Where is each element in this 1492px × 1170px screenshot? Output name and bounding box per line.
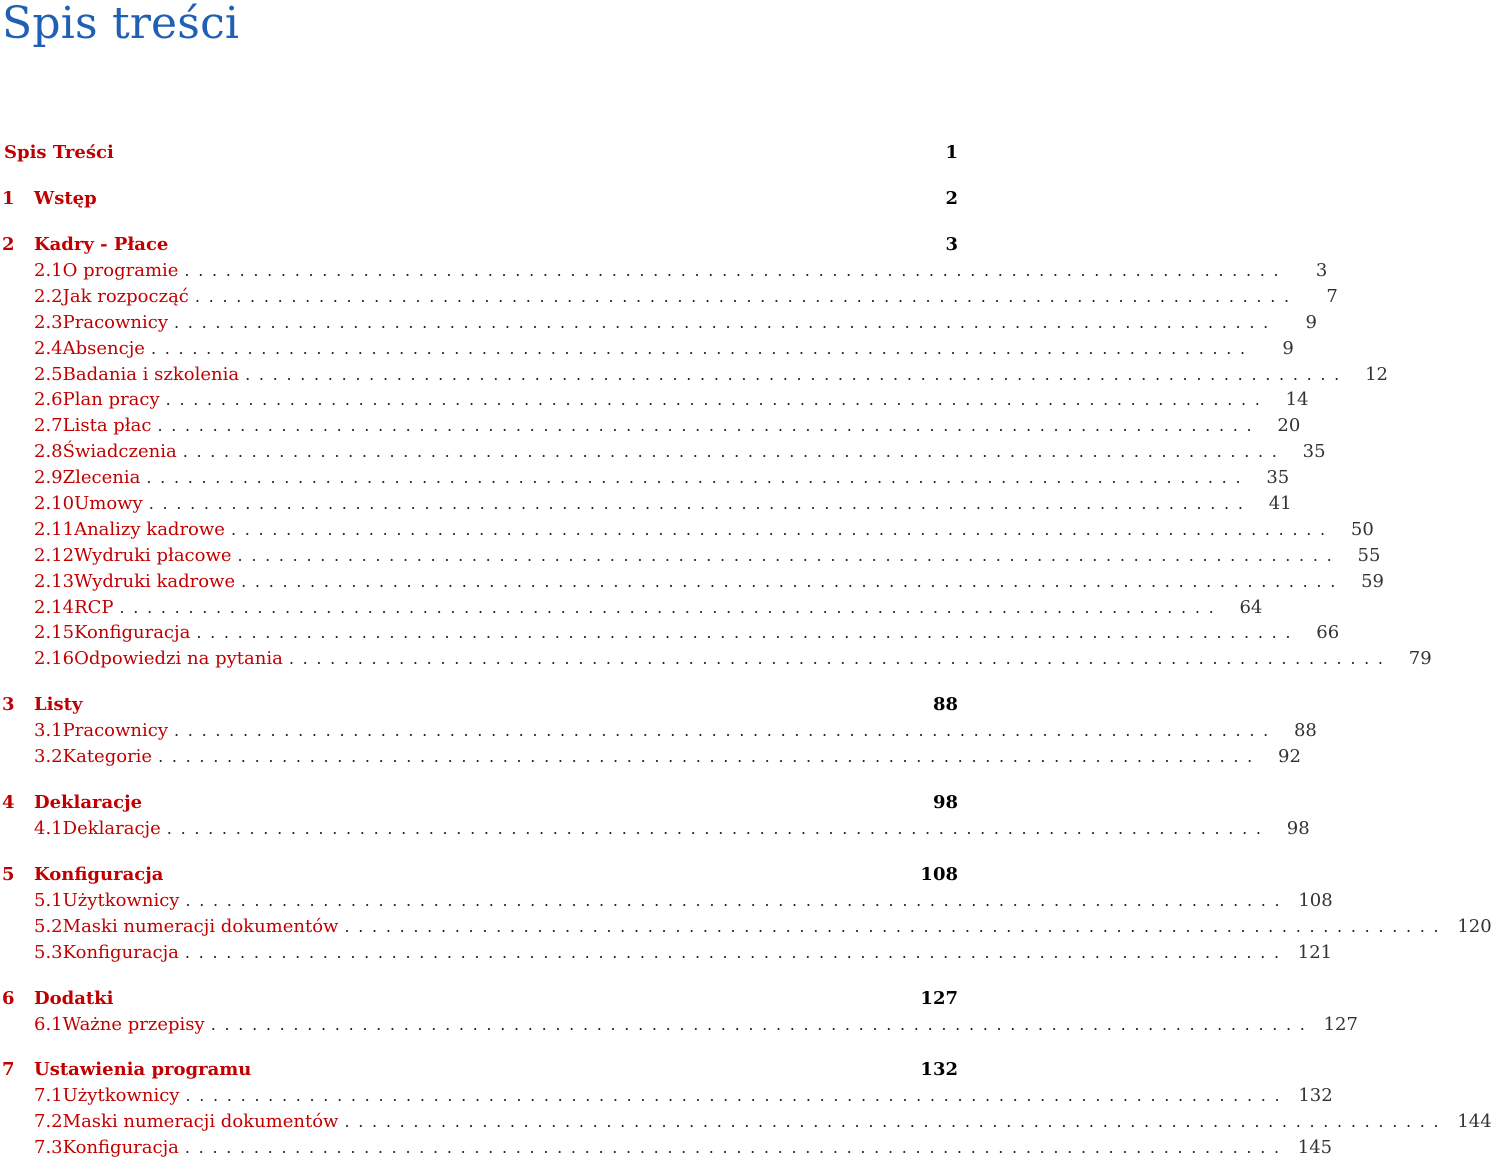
section-page-number: 9: [1305, 311, 1317, 333]
section-title: Wydruki płacowe: [74, 544, 232, 566]
toc-section-link[interactable]: [0, 718, 1317, 744]
toc-section-link[interactable]: [0, 491, 1292, 517]
dot-leader: ................................................................................: [185, 1086, 1289, 1106]
section-title: Konfiguracja: [74, 622, 191, 644]
section-page-number: 59: [1361, 570, 1384, 592]
section-page-number: 20: [1277, 415, 1301, 437]
dot-leader: ................................................................................: [185, 890, 1289, 910]
section-page-number: 66: [1316, 622, 1340, 644]
section-number: 7.2: [34, 1111, 63, 1133]
dot-leader: ................................................................................: [148, 494, 1252, 514]
toc-section-link[interactable]: [0, 888, 1333, 914]
section-number: 4.1: [34, 818, 63, 840]
toc-section-link[interactable]: [0, 336, 1294, 362]
toc-section-link[interactable]: [0, 1083, 1333, 1109]
toc-section-link[interactable]: [0, 1109, 1492, 1135]
dot-leader: ................................................................................: [150, 338, 1254, 358]
dot-leader: ................................................................................: [182, 442, 1286, 462]
toc-section-link[interactable]: [0, 744, 1301, 770]
dot-leader: ................................................................................: [165, 390, 1269, 410]
dot-leader: ................................................................................: [184, 1138, 1288, 1158]
section-title: Pracownicy: [62, 720, 169, 742]
chapter-title: Listy: [34, 694, 83, 716]
section-number: 2.16: [34, 648, 75, 670]
dot-leader: ................................................................................: [241, 571, 1344, 591]
toc-chapter-link[interactable]: [0, 790, 960, 816]
section-number: 7.3: [34, 1137, 63, 1159]
chapter-page-number: 98: [932, 792, 958, 814]
chapter-page-number: 127: [920, 987, 958, 1009]
toc-chapter-link[interactable]: [0, 862, 960, 888]
dot-leader: ................................................................................: [237, 545, 1341, 565]
dot-leader: ................................................................................: [344, 916, 1448, 936]
chapter-number: 6: [2, 987, 15, 1009]
section-number: 2.7: [34, 415, 63, 437]
chapter-number: 4: [2, 792, 15, 814]
chapter-page-number: 88: [932, 694, 958, 716]
section-number: 2.5: [34, 363, 63, 385]
section-title: Odpowiedzi na pytania: [74, 648, 283, 670]
section-number: 5.3: [34, 941, 63, 963]
toc-chapter-link[interactable]: [0, 140, 960, 166]
chapter-page-number: 108: [920, 863, 958, 885]
dot-leader: ................................................................................: [174, 312, 1277, 332]
dot-leader: ................................................................................: [344, 1112, 1448, 1132]
section-title: Analizy kadrowe: [74, 518, 225, 540]
section-number: 3.2: [34, 746, 63, 768]
toc-section-link[interactable]: [0, 439, 1326, 465]
chapter-title: Kadry - Płace: [34, 234, 169, 255]
section-page-number: 3: [1315, 260, 1328, 281]
section-page-number: 64: [1239, 596, 1263, 618]
toc-section-link[interactable]: [0, 413, 1301, 439]
section-number: 2.12: [34, 544, 75, 566]
section-page-number: 88: [1293, 720, 1317, 742]
section-title: Umowy: [74, 493, 143, 515]
toc-section-link[interactable]: [0, 387, 1309, 413]
section-number: 2.8: [34, 441, 63, 463]
toc-section-link[interactable]: [0, 362, 1388, 388]
dot-leader: ................................................................................: [184, 942, 1288, 962]
section-number: 2.13: [34, 570, 75, 592]
section-title: Użytkownicy: [62, 1085, 180, 1107]
section-title: Lista płac: [62, 415, 152, 437]
section-title: Badania i szkolenia: [62, 363, 240, 385]
chapter-number: 3: [2, 694, 15, 716]
section-page-number: 145: [1297, 1137, 1333, 1159]
section-page-number: 127: [1323, 1013, 1358, 1035]
section-number: 2.3: [34, 311, 63, 333]
chapter-page-number: 2: [945, 188, 958, 209]
section-page-number: 55: [1357, 544, 1381, 566]
dot-leader: ................................................................................: [230, 519, 1334, 539]
toc-section-link[interactable]: [0, 517, 1374, 543]
toc-section-link[interactable]: [0, 1012, 1358, 1038]
dot-leader: ................................................................................: [158, 747, 1261, 767]
chapter-page-number: 132: [920, 1059, 958, 1081]
section-number: 2.9: [34, 467, 63, 489]
section-number: 2.11: [34, 518, 75, 540]
chapter-number: 7: [2, 1059, 15, 1081]
toc-section-link[interactable]: [0, 543, 1381, 569]
section-page-number: 9: [1282, 337, 1294, 359]
chapter-number: 1: [2, 188, 15, 209]
section-number: 2.4: [34, 337, 63, 359]
section-number: 6.1: [34, 1013, 63, 1035]
section-page-number: 144: [1457, 1111, 1492, 1133]
section-number: 2.10: [34, 493, 75, 515]
section-page-number: 41: [1268, 493, 1292, 515]
section-page-number: 50: [1350, 518, 1374, 540]
section-title: Konfiguracja: [62, 941, 179, 963]
section-title: O programie: [62, 260, 179, 281]
dot-leader: ................................................................................: [288, 649, 1392, 669]
chapter-title: Wstęp: [34, 188, 97, 209]
page-title: Spis treści: [2, 0, 240, 49]
toc-section-link[interactable]: [0, 595, 1263, 621]
chapter-title: Dodatki: [34, 987, 114, 1009]
chapter-title: Ustawienia programu: [34, 1059, 252, 1081]
chapter-page-number: 1: [945, 142, 958, 163]
dot-leader: ................................................................................: [146, 468, 1250, 488]
section-title: Zlecenia: [62, 467, 141, 489]
section-page-number: 14: [1285, 389, 1309, 411]
toc-chapter-link[interactable]: [0, 692, 960, 718]
dot-leader: ................................................................................: [210, 1014, 1314, 1034]
section-number: 5.1: [34, 889, 63, 911]
toc-section-link[interactable]: [0, 914, 1492, 940]
chapter-number: 5: [2, 863, 15, 885]
section-title: Maski numeracji dokumentów: [62, 915, 339, 937]
toc-chapter-link[interactable]: [0, 986, 960, 1012]
toc-section-link[interactable]: [0, 620, 1340, 646]
toc-section-link[interactable]: [0, 940, 1333, 966]
section-number: 7.1: [34, 1085, 63, 1107]
dot-leader: ................................................................................: [196, 623, 1300, 643]
section-title: Jak rozpocząć: [62, 285, 189, 307]
section-title: Użytkownicy: [62, 889, 180, 911]
section-number: 2.6: [34, 389, 63, 411]
dot-leader: ................................................................................: [157, 416, 1261, 436]
dot-leader: ................................................................................: [184, 261, 1288, 280]
toc-chapter-link[interactable]: [0, 232, 960, 258]
section-number: 3.1: [34, 720, 63, 742]
section-title: Kategorie: [62, 746, 153, 768]
table-of-contents: [0, 140, 1492, 1161]
dot-leader: ................................................................................: [119, 597, 1223, 617]
section-number: 2.2: [34, 285, 63, 307]
chapter-title: Konfiguracja: [34, 863, 164, 885]
chapter-number: 2: [2, 234, 15, 255]
dot-leader: ................................................................................: [245, 364, 1348, 384]
section-number: 2.1: [34, 260, 63, 281]
chapter-page-number: 3: [945, 234, 958, 255]
section-title: Maski numeracji dokumentów: [62, 1111, 339, 1133]
section-page-number: 121: [1297, 941, 1333, 963]
section-title: Pracownicy: [62, 311, 169, 333]
section-page-number: 79: [1408, 648, 1432, 670]
toc-section-link[interactable]: [0, 284, 1338, 310]
section-title: Plan pracy: [62, 389, 160, 411]
toc-chapter-link[interactable]: [0, 1057, 960, 1083]
section-title: Wydruki kadrowe: [74, 570, 236, 592]
section-title: RCP: [74, 596, 114, 618]
toc-section-link[interactable]: [0, 258, 1328, 284]
section-number: 2.14: [34, 596, 75, 618]
toc-section-link[interactable]: [0, 816, 1310, 842]
chapter-title: Deklaracje: [34, 792, 143, 814]
dot-leader: ................................................................................: [174, 721, 1277, 741]
chapter-title: Spis Treści: [4, 142, 114, 163]
toc-chapter-link[interactable]: [0, 186, 960, 212]
section-page-number: 132: [1298, 1085, 1333, 1107]
section-title: Ważne przepisy: [62, 1013, 205, 1035]
section-page-number: 120: [1457, 915, 1492, 937]
section-number: 5.2: [34, 915, 63, 937]
section-number: 2.15: [34, 622, 75, 644]
toc-section-link[interactable]: [0, 646, 1432, 672]
toc-section-link[interactable]: [0, 465, 1290, 491]
dot-leader: ................................................................................: [166, 819, 1270, 839]
dot-leader: ................................................................................: [194, 286, 1298, 306]
toc-section-link[interactable]: [0, 569, 1384, 595]
toc-section-link[interactable]: [0, 310, 1317, 336]
section-title: Konfiguracja: [62, 1137, 179, 1159]
section-page-number: 35: [1266, 467, 1290, 489]
section-title: Świadczenia: [62, 441, 177, 463]
section-title: Absencje: [62, 337, 145, 359]
section-page-number: 92: [1278, 746, 1301, 768]
section-page-number: 35: [1302, 441, 1326, 463]
section-page-number: 108: [1298, 889, 1333, 911]
section-page-number: 7: [1326, 285, 1338, 307]
section-page-number: 98: [1286, 818, 1310, 840]
section-title: Deklaracje: [62, 818, 161, 840]
toc-section-link[interactable]: [0, 1135, 1333, 1161]
section-page-number: 12: [1365, 363, 1388, 385]
